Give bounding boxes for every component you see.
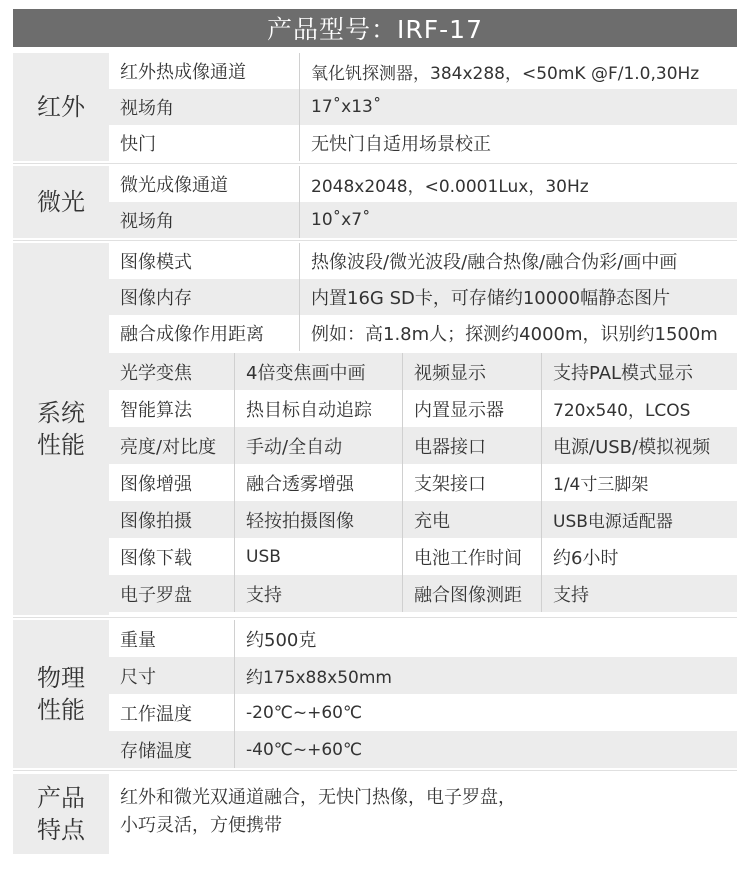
spec-row [109, 620, 737, 657]
spec-row [109, 279, 737, 315]
spec-label: 快门 [120, 134, 156, 155]
spec-label: 图像模式 [120, 252, 192, 273]
spec-value: 氧化钒探测器，384x288，<50mK @F/1.0,30Hz [299, 53, 737, 89]
spec-row [109, 315, 737, 351]
spec-value: USB电源适配器 [541, 501, 737, 538]
spec-value: 无快门自适用场景校正 [299, 125, 737, 161]
spec-row [109, 89, 737, 125]
divider [13, 770, 737, 771]
spec-label: 亮度/对比度 [120, 436, 217, 458]
spec-label: 微光成像通道 [120, 175, 228, 196]
category-label: 微光 [13, 166, 109, 238]
category-label: 物理 性能 [13, 620, 109, 768]
spec-label: 融合成像作用距离 [120, 324, 264, 345]
spec-value: 1/4寸三脚架 [541, 464, 737, 501]
spec-value: 支持 [234, 575, 402, 612]
spec-value: 4倍变焦画中画 [234, 353, 402, 390]
spec-row [109, 243, 737, 279]
section-system [13, 243, 737, 615]
section-features [13, 774, 737, 854]
spec-value: 内置16G SD卡，可存储约10000幅静态图片 [299, 279, 737, 315]
section-lowlight [13, 166, 737, 238]
spec-label: 红外热成像通道 [120, 62, 246, 83]
spec-label: 内置显示器 [402, 390, 541, 427]
spec-row [109, 694, 737, 731]
spec-grid-row [109, 501, 737, 538]
spec-value: 电源/USB/模拟视频 [541, 427, 737, 464]
spec-grid-row [109, 575, 737, 612]
spec-label: 存储温度 [120, 740, 192, 762]
spec-value: 约175x88x50mm [234, 657, 737, 694]
spec-label: 尺寸 [120, 666, 156, 688]
spec-grid-row [109, 353, 737, 390]
spec-value: 热像波段/微光波段/融合热像/融合伪彩/画中画 [299, 243, 737, 279]
spec-value: 热目标自动追踪 [234, 390, 402, 427]
spec-label: 图像下载 [120, 547, 192, 569]
spec-grid-row [109, 427, 737, 464]
divider [13, 163, 737, 164]
spec-value: 支持 [541, 575, 737, 612]
spec-value: -20℃~+60℃ [234, 694, 737, 731]
category-label: 产品 特点 [13, 774, 109, 854]
section-physical [13, 620, 737, 768]
spec-label: 融合图像测距 [402, 575, 541, 612]
divider [13, 617, 737, 618]
spec-label: 电子罗盘 [120, 584, 192, 606]
spec-label: 充电 [402, 501, 541, 538]
spec-label: 工作温度 [120, 703, 192, 725]
spec-row [109, 125, 737, 161]
spec-value: 10˚x7˚ [299, 202, 737, 238]
spec-grid-row [109, 538, 737, 575]
spec-label: 重量 [120, 629, 156, 651]
category-label: 系统 性能 [13, 243, 109, 615]
spec-value: 支持PAL模式显示 [541, 353, 737, 390]
spec-value: USB [234, 538, 402, 575]
spec-label: 电器接口 [402, 427, 541, 464]
spec-row [109, 202, 737, 238]
spec-value: 约6小时 [541, 538, 737, 575]
spec-grid-row [109, 390, 737, 427]
spec-value: -40℃~+60℃ [234, 731, 737, 768]
spec-label: 支架接口 [402, 464, 541, 501]
spec-row [109, 731, 737, 768]
spec-row [109, 657, 737, 694]
spec-row [109, 166, 737, 202]
spec-value: 2048x2048，<0.0001Lux，30Hz [299, 166, 737, 202]
spec-value: 17˚x13˚ [299, 89, 737, 125]
spec-row [109, 53, 737, 89]
spec-value: 轻按拍摄图像 [234, 501, 402, 538]
page-title: 产品型号：IRF-17 [13, 9, 737, 47]
spec-label: 图像增强 [120, 473, 192, 495]
spec-grid-row [109, 464, 737, 501]
spec-label: 智能算法 [120, 399, 192, 421]
category-label: 红外 [13, 53, 109, 161]
spec-label: 视频显示 [402, 353, 541, 390]
spec-value: 约500克 [234, 620, 737, 657]
spec-label: 视场角 [120, 211, 174, 232]
spec-label: 电池工作时间 [402, 538, 541, 575]
features-text: 红外和微光双通道融合，无快门热像，电子罗盘， 小巧灵活，方便携带 [120, 787, 516, 836]
spec-label: 图像内存 [120, 288, 192, 309]
spec-label: 图像拍摄 [120, 510, 192, 532]
section-infrared [13, 53, 737, 161]
spec-value: 融合透雾增强 [234, 464, 402, 501]
spec-label: 光学变焦 [120, 362, 192, 384]
spec-value: 手动/全自动 [234, 427, 402, 464]
divider [13, 240, 737, 241]
spec-label: 视场角 [120, 98, 174, 119]
spec-value: 720x540，LCOS [541, 390, 737, 427]
spec-value: 例如：高1.8m人；探测约4000m，识别约1500m [299, 315, 737, 351]
